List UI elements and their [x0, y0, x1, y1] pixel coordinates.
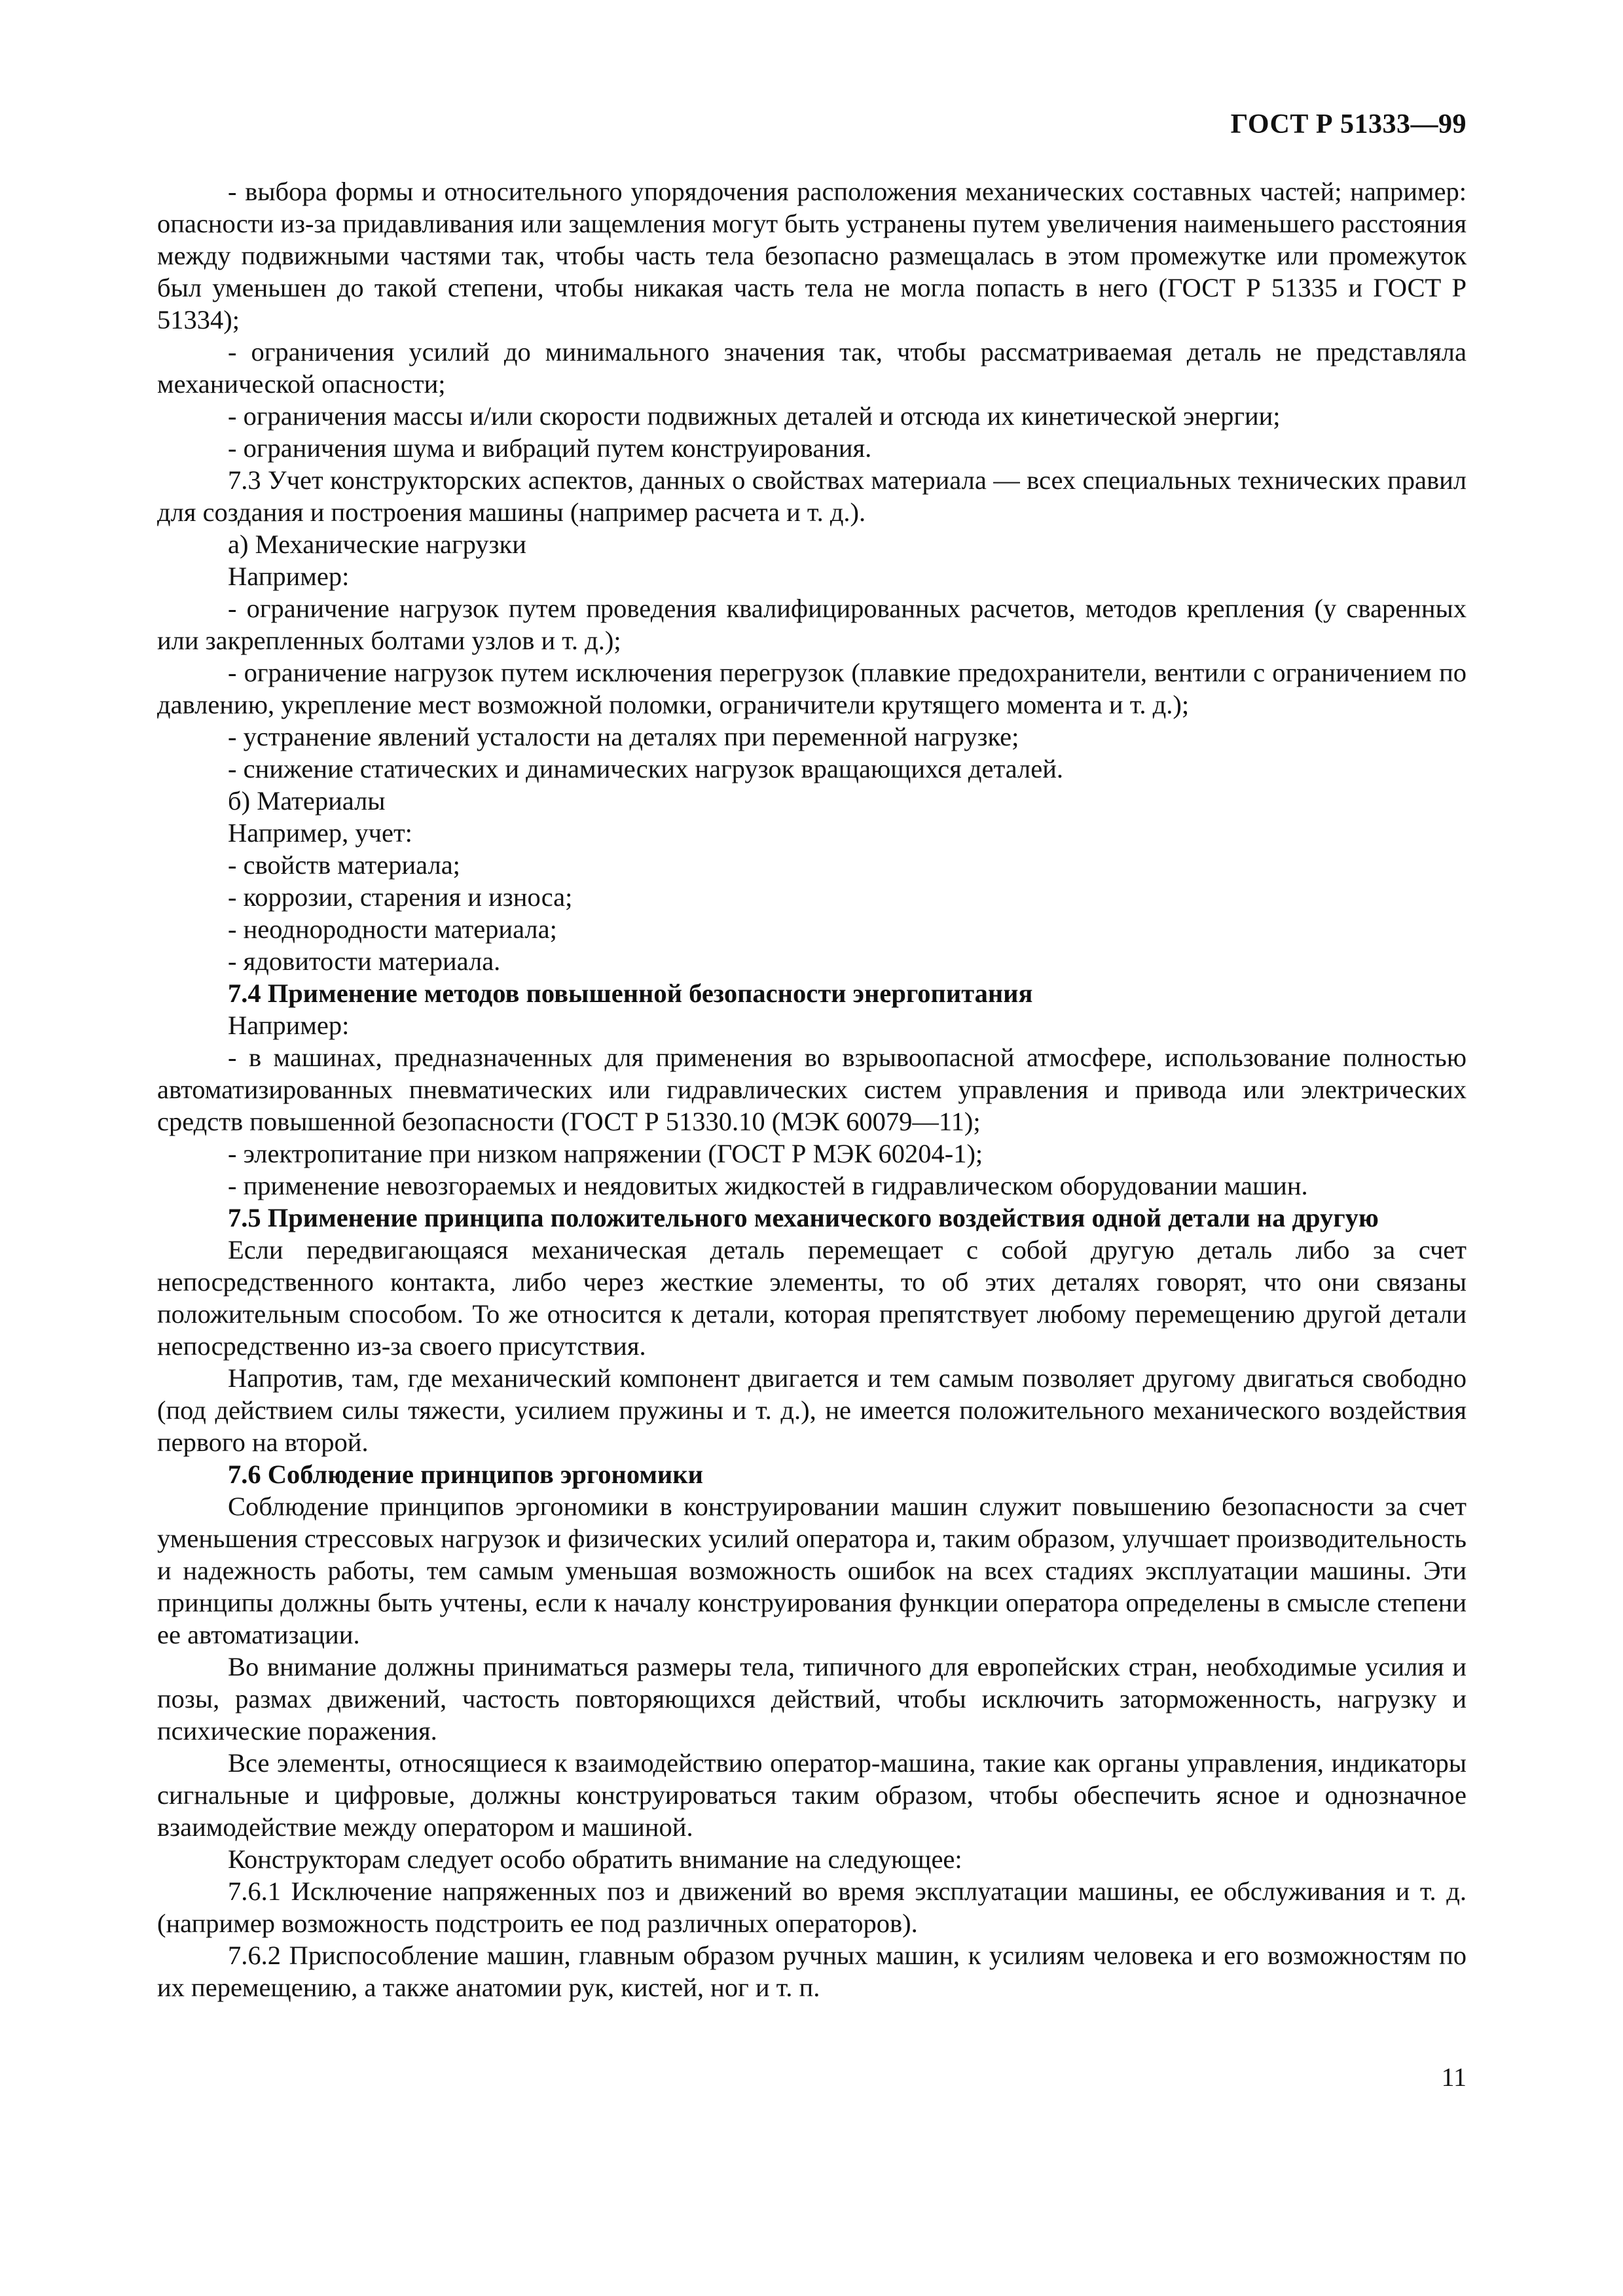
paragraph-free-movement: Напротив, там, где механический компонент двигается и тем самым позволяет другому двигаться свободно (под действием силы тяжести, усилием пружины и т. д.), не имеется положительного механического воздействия первого на второй.: [157, 1363, 1467, 1457]
paragraph-low-voltage: - электропитание при низком напряжении (ГОСТ Р МЭК 60204-1);: [228, 1139, 983, 1168]
paragraph-shape-arrangement: - выбора формы и относительного упорядочения расположения механических составных частей; например: опасности из-за придавливания или защемления могут быть устранены путем увеличения наименьшего расстояния между подвижными частями так, чтобы часть тела безопасно размещалась в этом промежутке или промежуток был уменьшен до такой степени, чтобы никакая часть тела не могла попасть в него (ГОСТ Р 51335 и ГОСТ Р 51334);: [157, 177, 1467, 334]
document-body: [157, 175, 1467, 2003]
paragraph-toxicity: - ядовитости материала.: [228, 946, 501, 976]
paragraph-operator-interaction: Все элементы, относящиеся к взаимодействию оператор-машина, такие как органы управления, индикаторы сигнальные и цифровые, должны конструироваться таким образом, чтобы обеспечить ясное и однозначное взаимодействие между оператором и машиной.: [157, 1748, 1467, 1842]
paragraph-overload-exclusion: - ограничение нагрузок путем исключения перегрузок (плавкие предохранители, вентили с ограничением по давлению, укрепление мест возможной поломки, ограничители крутящего момента и т. д.);: [157, 658, 1467, 719]
paragraph-fatigue: - устранение явлений усталости на деталях при переменной нагрузке;: [228, 722, 1019, 751]
paragraph-7-3: 7.3 Учет конструкторских аспектов, данных о свойствах материала — всех специальных технических правил для создания и построения машины (например расчета и т. д.).: [157, 465, 1467, 527]
paragraph-mechanical-loads: а) Механические нагрузки: [228, 529, 526, 559]
paragraph-corrosion: - коррозии, старения и износа;: [228, 882, 573, 912]
paragraph-load-calc: - ограничение нагрузок путем проведения квалифицированных расчетов, методов крепления (у сваренных или закрепленных болтами узлов и т. д.);: [157, 594, 1467, 655]
paragraph-material-properties: - свойств материала;: [228, 850, 460, 880]
paragraph-body-sizes: Во внимание должны приниматься размеры тела, типичного для европейских стран, необходимые усилия и позы, размах движений, частость повторяющихся действий, чтобы исключить заторможенность, нагрузку и психические поражения.: [157, 1652, 1467, 1746]
paragraph-nonflammable-fluids: - применение невозгораемых и неядовитых жидкостей в гидравлическом оборудовании машин.: [228, 1171, 1308, 1200]
paragraph-7-6-2: 7.6.2 Приспособление машин, главным образом ручных машин, к усилиям человека и его возможностям по их перемещению, а также анатомии рук, кистей, ног и т. п.: [157, 1941, 1467, 2002]
paragraph-ergonomics: Соблюдение принципов эргономики в конструировании машин служит повышению безопасности за счет уменьшения стрессовых нагрузок и физических усилий оператора и, таким образом, улучшает производительность и надежность работы, тем самым уменьшая возможность ошибок на всех стадиях эксплуатации машины. Эти принципы должны быть учтены, если к началу конструирования функции оператора определены в смысле степени ее автоматизации.: [157, 1492, 1467, 1649]
document-code-header: ГОСТ Р 51333—99: [1230, 109, 1467, 139]
paragraph-mass-speed-limit: - ограничения массы и/или скорости подвижных деталей и отсюда их кинетической энергии;: [228, 401, 1281, 431]
section-heading-7-4: 7.4 Применение методов повышенной безопасности энергопитания: [228, 978, 1033, 1008]
paragraph-force-limit: - ограничения усилий до минимального значения так, чтобы рассматриваемая деталь не представляла механической опасности;: [157, 337, 1467, 399]
section-heading-7-6: 7.6 Соблюдение принципов эргономики: [228, 1460, 703, 1489]
paragraph-designers-attention: Конструкторам следует особо обратить внимание на следующее:: [228, 1844, 962, 1874]
section-heading-7-5: 7.5 Применение принципа положительного механического воздействия одной детали на другую: [228, 1203, 1379, 1232]
paragraph-materials: б) Материалы: [228, 786, 386, 816]
paragraph-example-label: Например:: [228, 562, 350, 591]
paragraph-noise-vibration: - ограничения шума и вибраций путем конструирования.: [228, 433, 872, 463]
page-number: 11: [1441, 2062, 1467, 2092]
paragraph-positive-connection: Если передвигающаяся механическая деталь перемещает с собой другую деталь либо за счет непосредственного контакта, либо через жесткие элементы, то об этих деталях говорят, что они связаны положительным способом. То же относится к детали, которая препятствует любому перемещению другой детали непосредственно из-за своего присутствия.: [157, 1235, 1467, 1361]
paragraph-7-6-1: 7.6.1 Исключение напряженных поз и движений во время эксплуатации машины, ее обслуживания и т. д. (например возможность подстроить ее под различных операторов).: [157, 1876, 1467, 1938]
paragraph-example-account: Например, учет:: [228, 818, 412, 848]
paragraph-example-label-2: Например:: [228, 1011, 350, 1040]
paragraph-rotating-loads: - снижение статических и динамических нагрузок вращающихся деталей.: [228, 754, 1063, 783]
paragraph-explosive-atmosphere: - в машинах, предназначенных для применения во взрывоопасной атмосфере, использование полностью автоматизированных пневматических или гидравлических систем управления и привода или электрических средств повышенной безопасности (ГОСТ Р 51330.10 (МЭК 60079—11);: [157, 1043, 1467, 1136]
paragraph-inhomogeneity: - неоднородности материала;: [228, 914, 557, 944]
